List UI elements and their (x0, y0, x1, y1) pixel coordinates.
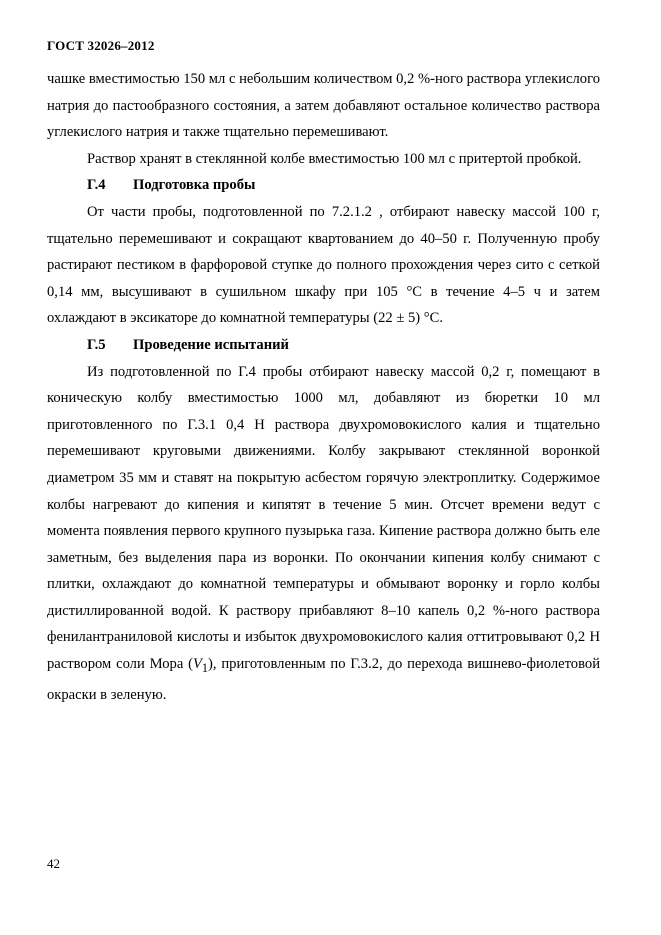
paragraph-test-procedure (47, 359, 600, 709)
paragraph-storage: Раствор хранят в стеклянной колбе вместимостью 100 мл с притертой пробкой. (87, 150, 582, 167)
procedure-text-end: ), приготовленным по Г.3.2, до перехода вишнево-фиолетовой окраски в зеленую. (47, 656, 600, 703)
section-heading-g5 (47, 332, 600, 359)
paragraph-sample-preparation: От части пробы, подготовленной по 7.2.1.2 , отбирают навеску массой 100 г, тщательно перемешивают и сокращают квартованием до 40–50 г. Полученную пробу растирают пестиком в фарфоровой ступке до полного прохождения через сито с сеткой 0,14 мм, высушивают в сушильном шкафу при 105 °С в течение 4–5 ч и затем охлаждают в эксикаторе до комнатной температуры (22 ± 5) °С. (47, 203, 600, 327)
section-number: Г.5 (87, 336, 106, 353)
section-heading-g4 (47, 172, 600, 199)
section-number: Г.4 (87, 177, 106, 194)
section-title: Проведение испытаний (133, 336, 289, 353)
page-number: 42 (47, 856, 60, 871)
document-body (47, 66, 600, 708)
formula-subscript: 1 (201, 660, 208, 675)
procedure-text: Из подготовленной по Г.4 пробы отбирают навеску массой 0,2 г, помещают в коническую колбу вместимостью 1000 мл, добавляют из бюретки 10 мл приготовленного по Г.3.1 0,4 Н раствора двухромовокислого калия и тщательно перемешивают круговыми движениями. Колбу закрывают стеклянной воронкой диаметром 35 мм и ставят на покрытую асбестом горячую электроплитку. Содержимое колбы нагревают до кипения и кипятят в течение 5 мин. Отсчет времени ведут с момента появления первого крупного пузырька газа. Кипение раствора должно быть еле заметным, без выделения пара из воронки. По окончании кипения колбу снимают с плитки, охлаждают до комнатной температуры и обмывают воронку и горло колбы дистиллированной водой. К раствору прибавляют 8–10 капель 0,2 %-ного раствора фенилантраниловой кислоты и избыток двухромовокислого калия оттитровывают 0,2 Н раствором соли Мора ( (47, 363, 600, 673)
standard-header: ГОСТ 32026–2012 (47, 38, 155, 53)
paragraph-continuation: чашке вместимостью 150 мл с небольшим количеством 0,2 %-ного раствора углекислого натрия до пастообразного состояния, а затем добавляют остальное количество раствора углекислого натрия и также тщательно перемешивают. (47, 71, 600, 141)
formula-symbol: V (193, 656, 202, 673)
section-title: Подготовка пробы (133, 177, 256, 194)
